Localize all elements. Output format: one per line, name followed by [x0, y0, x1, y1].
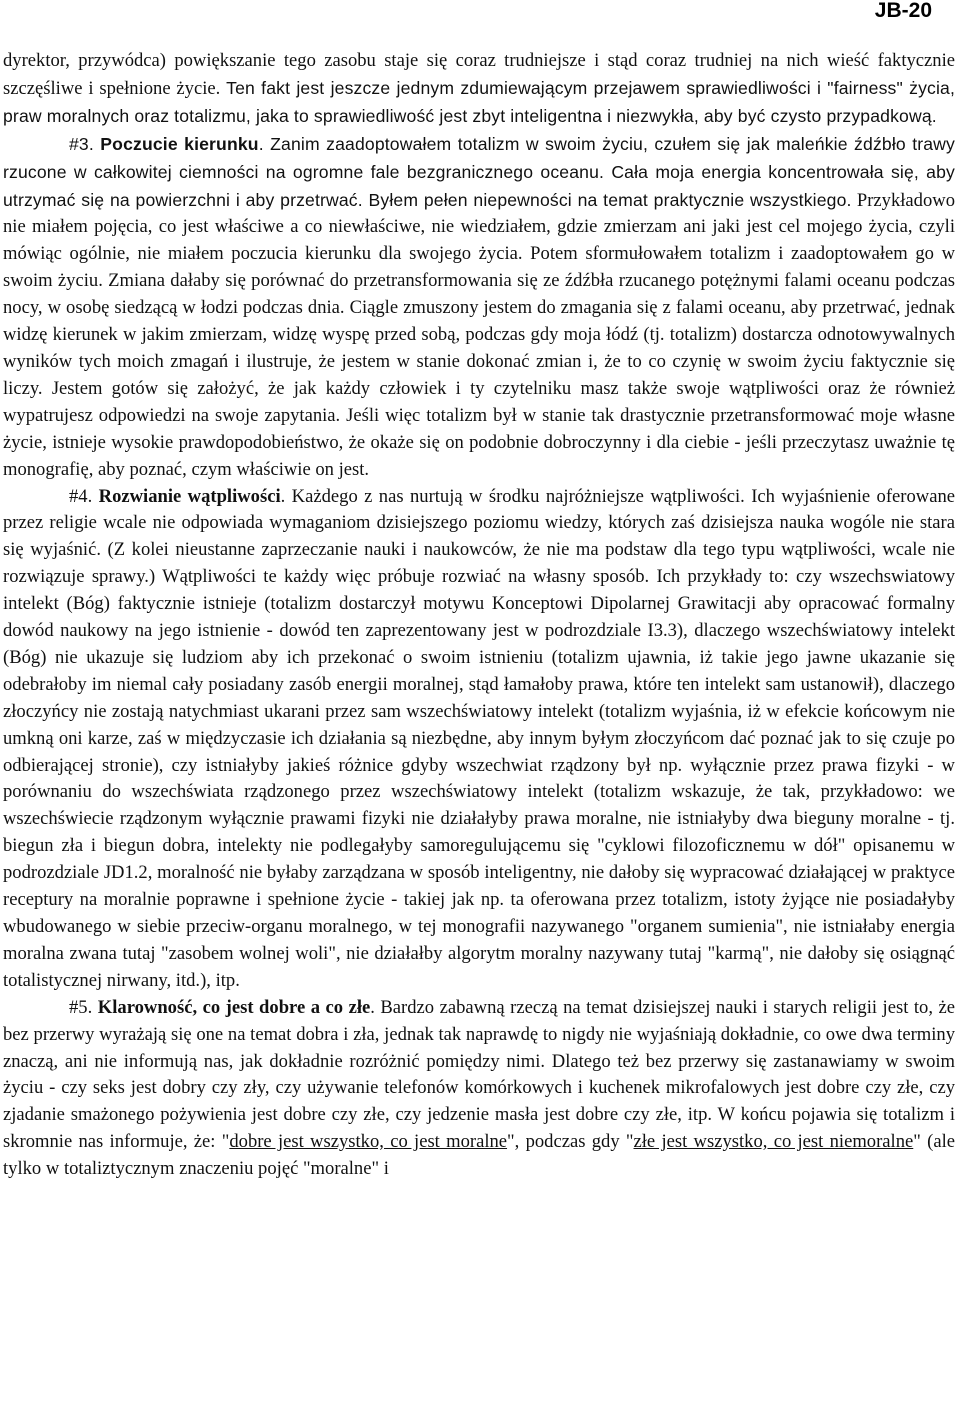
page-code: JB-20 — [874, 0, 932, 22]
section-3-heading-end: . — [258, 133, 264, 154]
section-4-number: #4. — [69, 485, 99, 507]
quote-good-definition: dobre jest wszystko, co jest moralne — [229, 1131, 508, 1153]
section-5-text-b: ", podczas gdy " — [507, 1131, 634, 1153]
section-5-heading: Klarowność, co jest dobre a co złe — [97, 996, 371, 1018]
section-3-heading: Poczucie kierunku — [100, 133, 259, 154]
section-4-heading: Rozwianie wątpliwości — [98, 485, 281, 507]
document-body — [3, 48, 955, 1183]
section-5-text-c: " (ale tylko w totaliztycznym znaczeniu pojęć "moralne" i — [3, 1131, 955, 1180]
section-4-text: . Każdego z nas nurtują w środku najróżniejsze wątpliwości. Ich wyjaśnienie oferowane przez religie wcale nie odpowiada wymaganiom dzisiejszego poziomu wiedzy, których zaś dzisiejsza nauka wogóle nie stara się wyjaśnić. (Z kolei nieustanne zaprzeczanie nauki i naukowców, że nie ma podstaw dla tego typu wątpliwości, wcale nie rozwiązuje sprawy.) Wątpliwości te każdy więc próbuje rozwiać na własny sposób. Ich przykłady to: czy wszechswiatowy intelekt (Bóg) faktycznie istnieje (totalizm dostarczył motywu Konceptowi Dipolarnej Grawitacji aby opracować formalny dowód naukowy na jego istnienie - dowód ten zaprezentowany jest w podrozdziale I3.3), dlaczego wszechświatowy intelekt (Bóg) nie ukazuje się ludziom aby ich przekonać o swoim istnieniu (totalizm ujawnia, iż takie jego jawne ukazanie się odebrałoby im niemal cały posiadany zasób energii moralnej, stąd łamałoby prawa, które ten intelekt sam ustanowił), dlaczego złoczyńcy nie zostają natychmiast ukarani przez sam wszechświatowy intelekt (totalizm wyjaśnia, iż w efekcie końcowym nie umkną oni karze, zaś w międzyczasie ich działania są niezbędne, aby innym byłym złoczyńcom dać poznać jak to się czuje po odbierającej stronie), czy istniałyby jakieś różnice gdyby wszechwiat rządzony był np. wyłącznie przez prawa fizyki - w porównaniu do wszechświata rządzonego przez wszechświatowy intelekt (totalizm wskazuje, że tak, przykładowo: we wszechświecie rządzonym wyłącznie prawami fizyki nie działałyby prawa moralne, nie istniałyby dwa bieguny moralne - tj. biegun zła i biegun dobra, intelekty nie podlegałyby samoregulującemu się "cyklowi filozoficznemu w dół" opisanemu w podrozdziale JD1.2, moralność nie byłaby zarządzana w sposób inteligentny, nie dałoby się wypracować działającej w praktyce receptury na moralnie poprawne i spełnione życie - takiej jak np. ta oferowana przez totalizm, istoty żyjące nie posiadałyby wbudowanego w siebie przeciw-organu moralnego, w tej monografii nazywanego "organem sumienia", nie istniałaby energia moralna zwana tutaj "zasobem wolnej woli", nie działałby algorytm moralny nazywany tutaj "karmą", nie dałoby się osiągnąć totalistycznej nirwany, itd.), itp. — [3, 485, 956, 991]
section-5-number: #5. — [69, 996, 98, 1018]
section-5-text-a: . Bardzo zabawną rzeczą na temat dzisiejszej nauki i starych religii jest to, że bez przerwy wyrażają się one na temat dobra i zła, jednak tak naprawdę to nigdy nie wyjaśniają dokładnie, co owe dwa terminy znaczą, ani nie informują nas, jak dokładnie rozróżnić pomiędzy nimi. Dlatego też bez przerwy się zastanawiamy w swoim życiu - czy seks jest dobry czy zły, czy używanie telefonów komórkowych i kuchenek mikrofalowych jest dobre czy złe, czy zjadanie smażonego pożywienia jest dobre czy złe, czy jedzenie masła jest dobre czy złe, itp. W końcu pojawia się totalizm i skromnie nas informuje, że: " — [3, 996, 955, 1153]
section-3-sans-text: Zanim zaadoptowałem totalizm w swoim życiu, czułem się jak maleńkie źdźbło trawy rzucone w całkowitej ciemności na ogromne fale bezgranicznego oceanu. Cała moja energia koncentrowała się, aby utrzymać się na powierzchni i aby przetrwać. Byłem pełen niepewności na temat praktycznie wszystkiego. — [3, 133, 955, 210]
section-3-serif-text: Przykładowo nie miałem pojęcia, co jest właściwe a co niewłaściwe, nie wiedziałem, gdzie zmierzam ani jaki jest cel mojego życia, czyli mówiąc ogólnie, nie miałem poczucia kierunku dla swojego życia. Potem sformułowałem totalizm i zaadoptowałem go w swoim życiu. Zmiana dałaby się porównać do przetransformowania się ze źdźbła rzucanego potężnymi falami oceanu podczas nocy, w osobę siedzącą w łodzi podczas dnia. Ciągle zmuszony jestem do zmagania się z falami oceanu, aby przetrwać, jednak widzę kierunek w jakim zmierzam, widzę wyspę przed sobą, podczas gdy moja łódź (tj. totalizm) dostarcza odnotowywalnych wyników tych moich zmagań i ilustruje, że jestem w stanie dokonać zmian i, że to co czynię w swoim życiu faktycznie się liczy. Jestem gotów się założyć, że jak każdy człowiek i ty czytelniku masz także swoje wątpliwości oraz że również wypatrujesz odpowiedzi na swoje zapytania. Jeśli więc totalizm był w stanie tak drastycznie przetransformować moje własne życie, istnieje wysokie prawdopodobieństwo, że okaże się on podobnie dobroczynny i dla ciebie - jeśli przeczytasz uważnie tę monografię, aby poznać, czym właściwie on jest. — [3, 189, 955, 480]
paragraph-1-sans-text: Ten fakt jest jeszcze jednym zdumiewającym przejawem sprawiedliwości i "fairness" życia, praw moralnych oraz totalizmu, jaka to sprawiedliwość jest zbyt inteligentna i niezwykła, aby być czysto przypadkową. — [3, 77, 955, 126]
paragraph-section-3 — [3, 131, 955, 484]
paragraph-section-5 — [3, 995, 955, 1183]
paragraph-1 — [3, 48, 955, 131]
paragraph-section-4 — [3, 484, 955, 995]
section-3-number: #3. — [69, 133, 101, 154]
quote-bad-definition: złe jest wszystko, co jest niemoralne — [633, 1131, 914, 1153]
paragraph-1-serif-lead: dyrektor, przywódca) powiększanie tego zasobu staje się coraz trudniejsze i stąd coraz trudniej na nich wieść faktycznie szczęśliwe i spełnione życie. — [3, 50, 955, 99]
